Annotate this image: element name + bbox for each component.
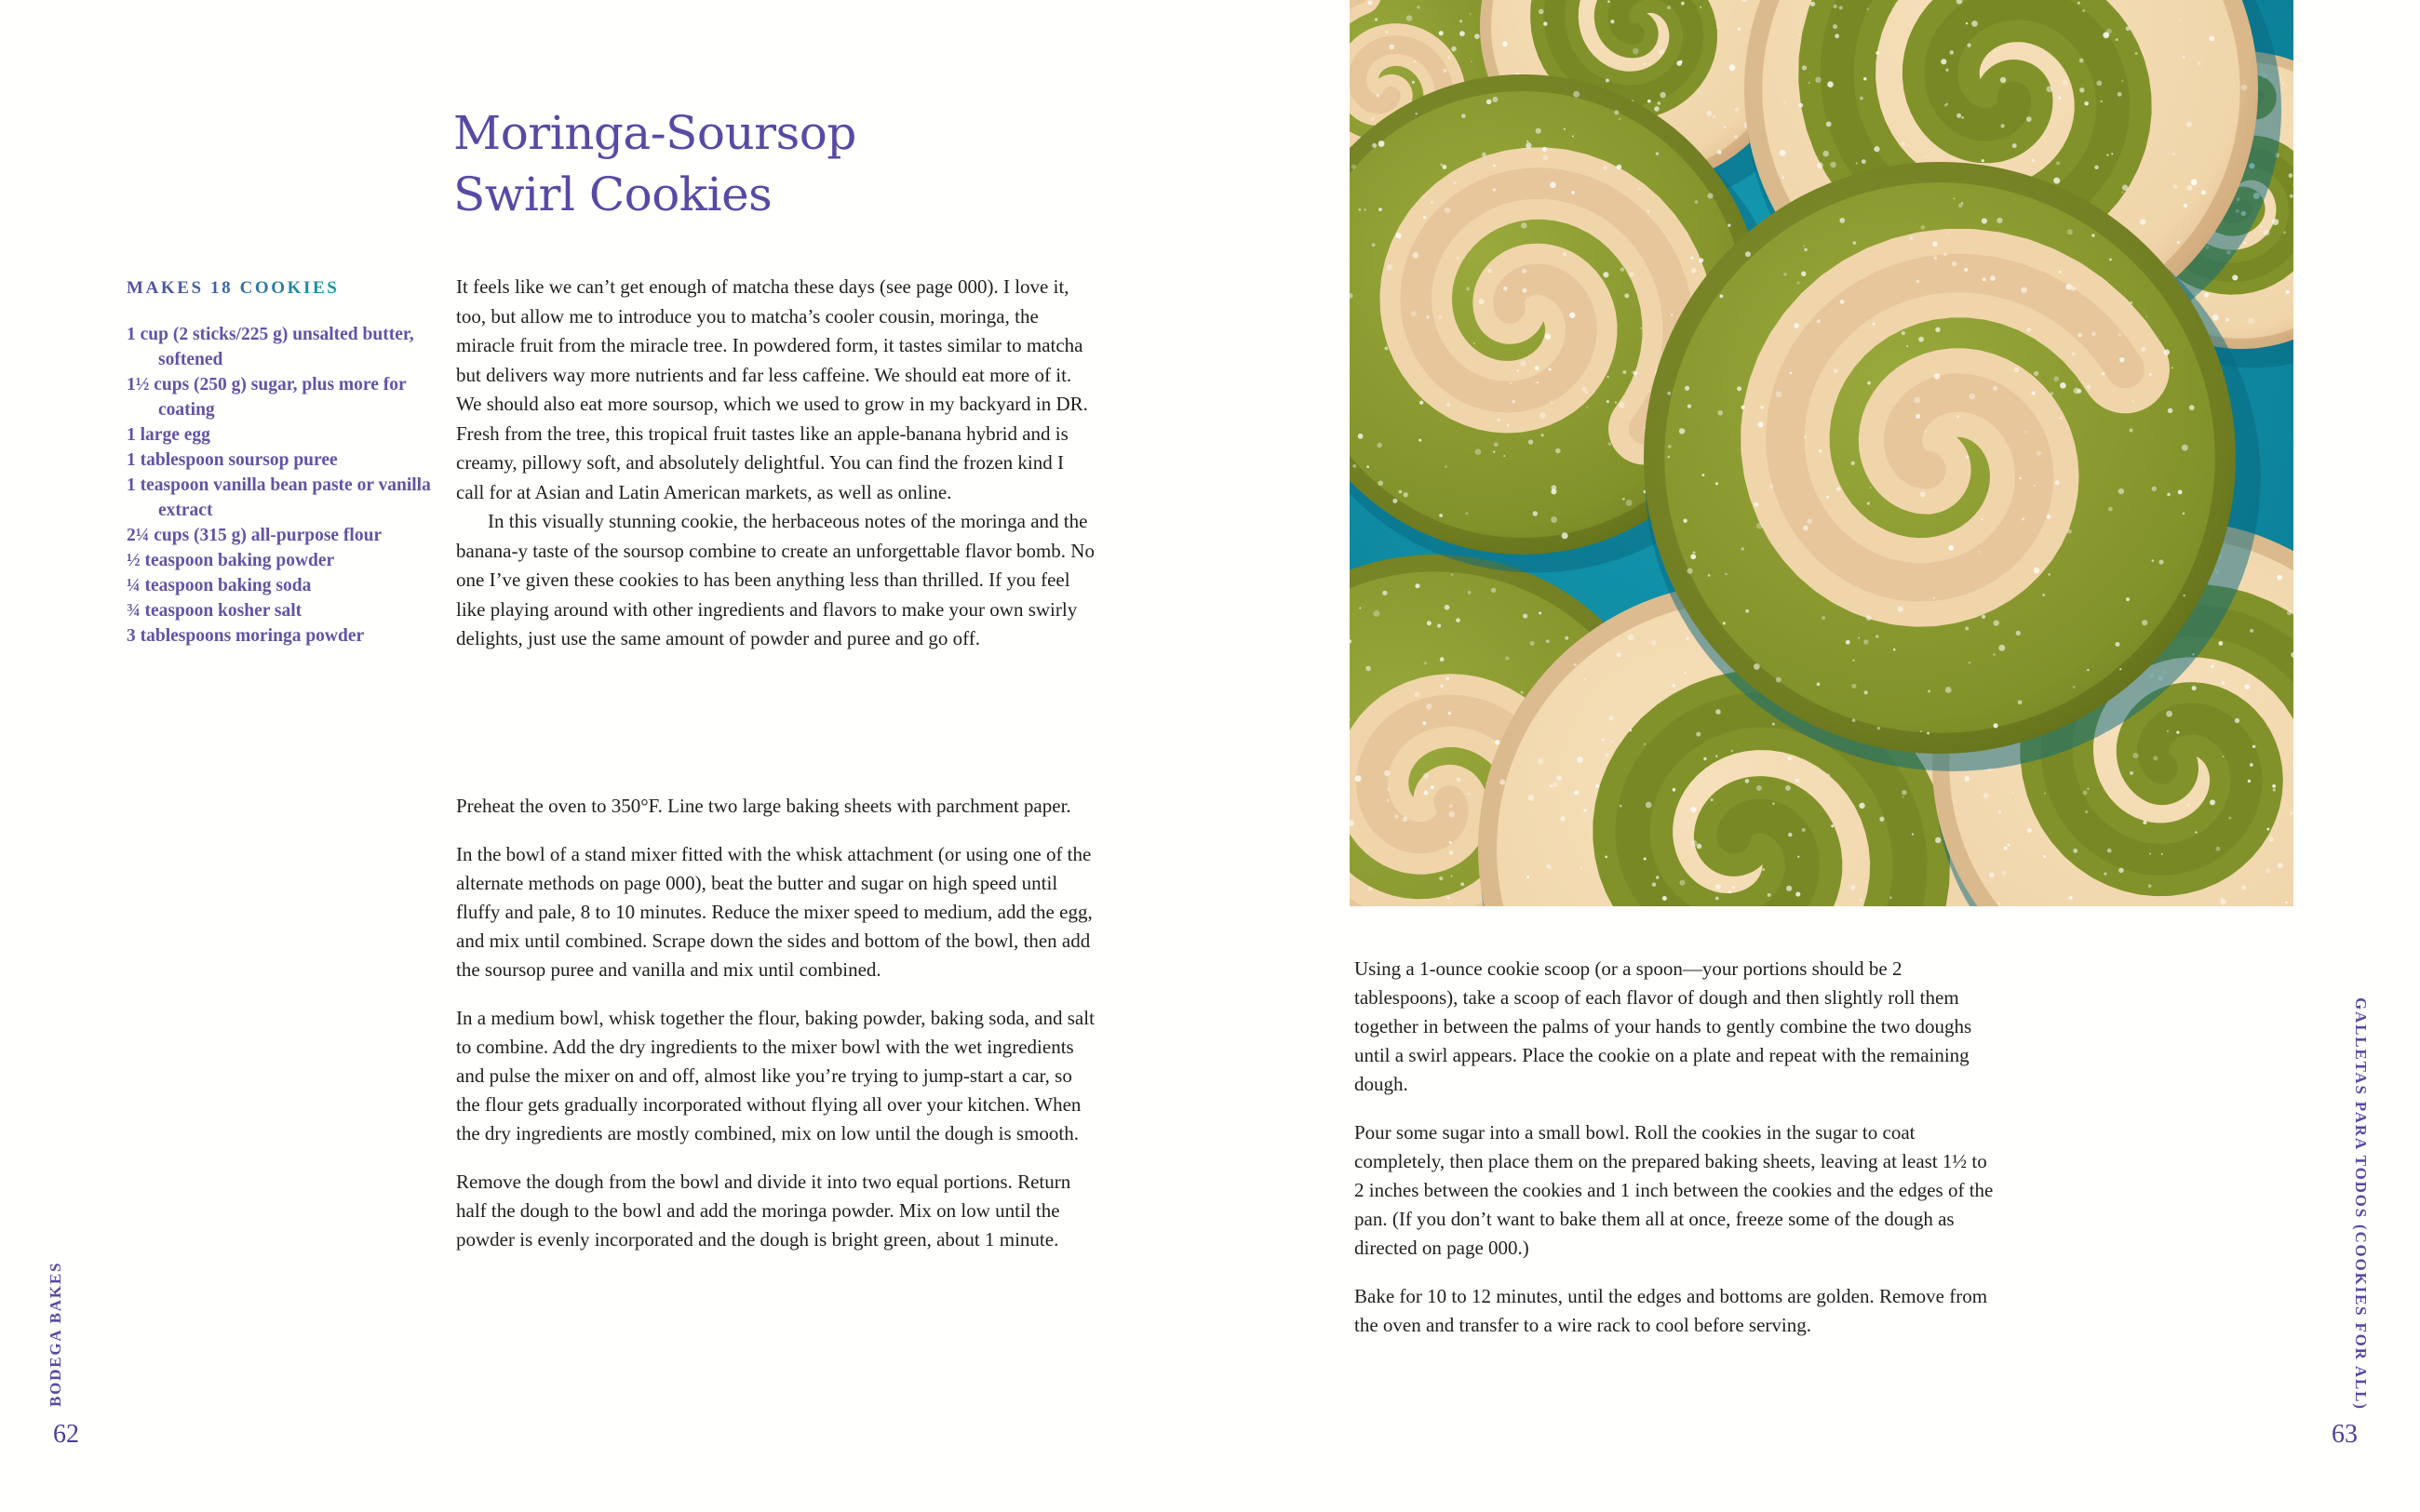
method-step: Bake for 10 to 12 minutes, until the edges and bottoms are golden. Remove from the oven and transfer to a wire rack to cool before serving. [1354, 1285, 1988, 1336]
method-step: Using a 1-ounce cookie scoop (or a spoon—your portions should be 2 tablespoons), take a scoop of each flavor of dough and then slightly roll them together in between the palms of your hands to gently combine the two doughs until a swirl appears. Place the cookie on a plate and repeat with the remaining dough. [1354, 957, 1972, 1095]
recipe-title [453, 102, 1105, 225]
recipe-title-line2: Swirl Cookies [453, 167, 773, 221]
method-step: In the bowl of a stand mixer fitted with the whisk attachment (or using one of the alternate methods on page 000), beat the butter and sugar on high speed until fluffy and pale, 8 to 10 minutes. Reduce the mixer speed to medium, add the egg, and mix until combined. Scrape down the sides and bottom of the bowl, then add the soursop puree and vanilla and mix until combined. [456, 843, 1093, 981]
page-number-right: 63 [2332, 1420, 2358, 1449]
cookies-photo [1350, 0, 2293, 906]
headnote-paragraph: In this visually stunning cookie, the herbaceous notes of the moringa and the banana-y taste of the soursop combine to create an unforgettable flavor bomb. No one I’ve given these cookies to has been anything less than thrilled. If you feel like playing around with other ingredients and flavors to make your own swirly delights, just use the same amount of powder and puree and go off. [456, 510, 1095, 649]
page-number-left: 62 [53, 1420, 79, 1449]
yield-label: MAKES 18 COOKIES [127, 278, 340, 298]
cookies-photo-illustration [1350, 0, 2293, 906]
book-title-sidebar: BODEGA BAKES [47, 1261, 64, 1407]
chapter-title-sidebar: GALLETAS PARA TODOS (COOKIES FOR ALL) [2352, 997, 2370, 1411]
ingredient-item: ½ teaspoon baking powder [127, 551, 335, 570]
method-step: Remove the dough from the bowl and divide it into two equal portions. Return half the dough to the bowl and add the moringa powder. Mix on low until the powder is evenly incorporated and the dough is bright green, about 1 minute. [456, 1171, 1071, 1251]
ingredient-item: 3 tablespoons moringa powder [127, 626, 365, 646]
method-steps-left [456, 792, 1096, 1274]
ingredient-item: 1 cup (2 sticks/225 g) unsalted butter, softened [127, 325, 414, 369]
recipe-headnote [456, 273, 1096, 654]
ingredient-item: 1 tablespoon soursop puree [127, 450, 338, 470]
ingredient-item: ¾ teaspoon kosher salt [127, 601, 302, 621]
recipe-title-line1: Moringa-Soursop [453, 106, 856, 160]
headnote-paragraph: It feels like we can’t get enough of matcha these days (see page 000). I love it, too, but allow me to introduce you to matcha’s cooler cousin, moringa, the miracle fruit from the miracle tree. In powdered form, it tastes similar to matcha but delivers way more nutrients and far less caffeine. We should eat more of it. We should also eat more soursop, which we used to grow in my backyard in DR. Fresh from the tree, this tropical fruit tastes like an apple-banana hybrid and is creamy, pillowy soft, and absolutely delightful. You can find the frozen kind I call for at Asian and Latin American markets, as well as online. [456, 275, 1088, 503]
ingredient-item: 1 large egg [127, 425, 210, 445]
ingredient-list [127, 322, 434, 649]
method-step: Pour some sugar into a small bowl. Roll the cookies in the sugar to coat completely, then place them on the prepared baking sheets, leaving at least 1½ to 2 inches between the cookies and 1 inch between the cookies and the edges of the pan. (If you don’t want to bake them all at once, freeze some of the dough as directed on page 000.) [1354, 1121, 1994, 1259]
method-step: In a medium bowl, whisk together the flour, baking powder, baking soda, and salt to combine. Add the dry ingredients to the mixer bowl with the wet ingredients and pulse the mixer on and off, almost like you’re trying to jump-start a car, so the flour gets gradually incorporated without flying all over your kitchen. When the dry ingredients are mostly combined, mix on low until the dough is smooth. [456, 1007, 1095, 1144]
method-step: Preheat the oven to 350°F. Line two large baking sheets with parchment paper. [456, 795, 1071, 817]
ingredient-item: 2¼ cups (315 g) all-purpose flour [127, 526, 383, 545]
method-steps-right [1354, 955, 2000, 1359]
ingredient-item: 1 teaspoon vanilla bean paste or vanilla extract [127, 475, 431, 520]
ingredient-item: 1½ cups (250 g) sugar, plus more for coating [127, 375, 407, 420]
ingredient-item: ¼ teaspoon baking soda [127, 576, 312, 595]
